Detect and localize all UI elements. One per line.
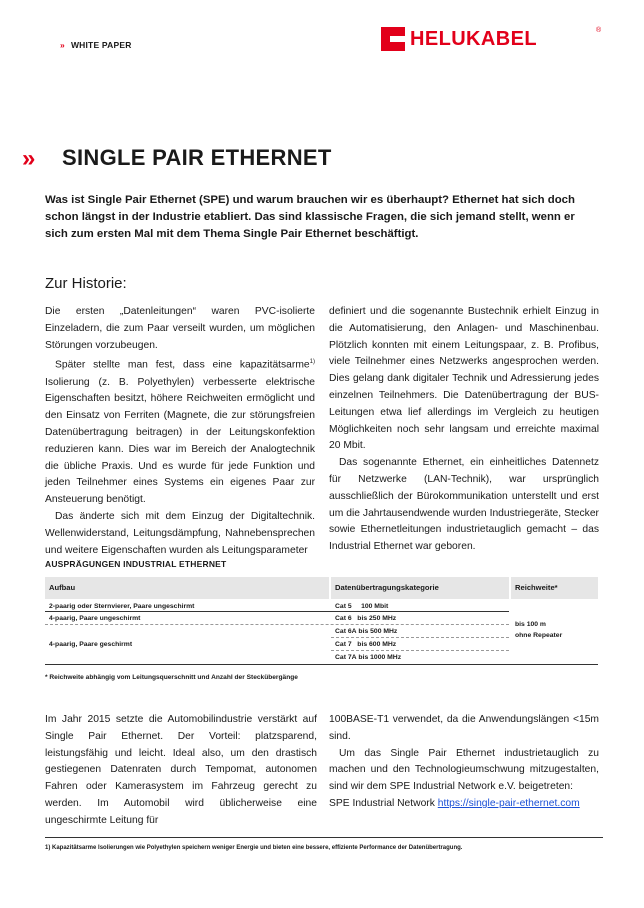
document-type-text: WHITE PAPER: [70, 40, 132, 50]
paragraph-text: Später stellte man fest, dass eine kapazitätsarme: [55, 359, 310, 371]
row-divider: [45, 611, 509, 612]
row-divider: [331, 637, 509, 638]
table-cell: bis 100 m: [515, 621, 546, 628]
footnote-ref: 1): [309, 359, 315, 366]
speed-label: 100 Mbit: [361, 603, 389, 610]
paragraph: definiert und die sogenannte Bustechnik erhielt Einzug in die Automatisierung, den Anlagen- und Maschinenbau. Plötzlich konnten mit einem Leitungspaar, z. B. Profibus, viele Teilnehmer eines Netzwerks angesprochen werden. Dies gelang dank digitaler Technik und Adressierung jedes einzelnen Teilnehmers. Die Datenübertragung der BUS-Leitungen etwa lief allerdings im Vergleich zu heutigen Möglichkeiten noch sehr langsam und erreichte maximal 20 Mbit.: [329, 306, 599, 452]
table-bottom-rule: [45, 664, 598, 665]
category-label: Cat 6A: [335, 628, 357, 635]
paragraph: Um das Single Pair Ethernet industrietauglich zu machen und den Technologieumschwung mitzugestalten, sind wir dem SPE Industrial Network e.V. beigetreten:: [329, 747, 599, 793]
paragraph: Das änderte sich mit dem Einzug der Digitaltechnik. Wellenwiderstand, Leitungsdämpfung, Nahnebensprechen und weitere Eigenschaften wurden als Leitungsparameter: [45, 510, 315, 556]
category-label: Cat 7A: [335, 654, 357, 661]
chevron-icon: »: [60, 40, 65, 50]
spe-website-link[interactable]: https://single-pair-ethernet.com: [437, 797, 580, 809]
section-heading: Zur Historie:: [45, 275, 127, 292]
intro-paragraph: Was ist Single Pair Ethernet (SPE) und warum brauchen wir es überhaupt? Ethernet hat sich doch schon längst in der Industrie etabliert. Das sind klassische Fragen, die sich jemand stellt, wenn er sich zum ersten Mal mit dem Thema Single Pair Ethernet beschäftigt.: [45, 194, 575, 240]
logo-registered-mark: ®: [596, 27, 602, 34]
category-label: Cat 7: [335, 641, 352, 648]
row-divider: [331, 650, 509, 651]
paragraph: Im Jahr 2015 setzte die Automobilindustrie verstärkt auf Single Pair Ethernet. Der Vorteil: platzsparend, leistungsfähig und leicht. Ideal also, um den drastisch gestiegenen Datenraten durch Tempomat, autonomen Fahren oder Kamerasystem im Fahrzeug gerecht zu werden. Im Automobil wird üblicherweise eine ungeschirmte Leitung für: [45, 714, 317, 826]
body-column-3: [45, 712, 317, 830]
body-column-4: [329, 712, 599, 813]
company-logo: [381, 27, 603, 51]
document-type-label: [60, 40, 132, 50]
logo-mark-icon: [381, 27, 405, 51]
speed-label: bis 500 MHz: [358, 628, 398, 635]
paragraph: Die ersten „Datenleitungen“ waren PVC-isolierte Einzeladern, die zum Paar verseilt wurden, um möglichen Störungen vorzubeugen.: [45, 306, 315, 351]
table-cell: ohne Repeater: [515, 632, 563, 639]
table-cell: 2-paarig oder Sternvierer, Paare ungeschirmt: [49, 603, 195, 610]
speed-label: bis 250 MHz: [357, 615, 397, 622]
paragraph: [45, 354, 315, 509]
body-column-2: [329, 304, 599, 556]
category-label: Cat 5: [335, 603, 352, 610]
table-cell: 4-paarig, Paare ungeschirmt: [49, 615, 141, 622]
speed-label: bis 1000 MHz: [358, 654, 402, 661]
page-title: SINGLE PAIR ETHERNET: [62, 145, 332, 170]
table-cell: 4-paarig, Paare geschirmt: [49, 641, 133, 648]
table-header-cell: Reichweite*: [511, 577, 598, 599]
table-title: AUSPRÄGUNGEN INDUSTRIAL ETHERNET: [45, 559, 227, 569]
paragraph: Das sogenannte Ethernet, ein einheitliches Datennetz für Netzwerke (LAN-Technik), war ursprünglich ausschließlich der Bürokommunikation unterstellt und erst um die Jahrtausendwende wurden Industriegeräte, Stecker sowie Ethernetleitungen industrietauglich gemacht – das Industrial Ethernet war geboren.: [329, 457, 599, 553]
paragraph-text: Isolierung (z. B. Polyethylen) verbesserte elektrische Eigenschaften besitzt, höhere Reichweiten ermöglicht und den Einsatz von Ferriten (Magnete, die zur störungsfreien Datenübertragung beitragen) in der Leitungskonfektion reduzieren kann. Dies war im Bereich der Analogtechnik die übliche Praxis. Und es wurde für jede Funktion und jeden Teilnehmer eines Systems ein eigenes Paar zur Ansteuerung benötigt.: [45, 376, 315, 506]
network-name: SPE Industrial Network: [329, 797, 438, 809]
table-header-cell: Aufbau: [45, 577, 329, 599]
footnote-divider: [45, 837, 603, 838]
table-cell: [331, 652, 401, 664]
paragraph: [329, 796, 599, 813]
paragraph: 100BASE-T1 verwendet, da die Anwendungslängen <15m sind.: [329, 714, 599, 742]
table-footnote: * Reichweite abhängig vom Leitungsquerschnitt und Anzahl der Steckübergänge: [45, 674, 298, 681]
logo-text: HELUKABEL: [410, 28, 537, 50]
row-divider: [45, 624, 509, 625]
speed-label: bis 600 MHz: [357, 641, 397, 648]
table-header-cell: Datenübertragungskategorie: [331, 577, 509, 599]
body-column-1: [45, 304, 315, 559]
category-label: Cat 6: [335, 615, 352, 622]
page-footnote: 1) Kapazitätsarme Isolierungen wie Polyethylen speichern weniger Energie und bieten eine bessere, effiziente Performance der Datenübertragung.: [45, 845, 463, 851]
title-chevron-icon: »: [22, 145, 30, 172]
